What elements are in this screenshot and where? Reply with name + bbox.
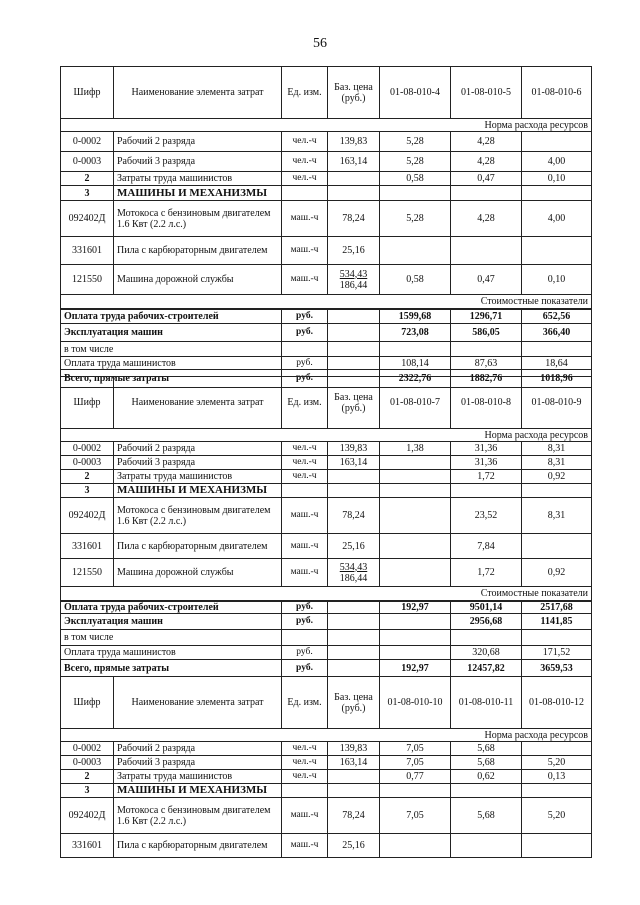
- cost-value: [380, 630, 451, 646]
- resource-row: [61, 484, 592, 498]
- row-unit: маш.-ч: [282, 498, 328, 534]
- row-value: 7,05: [380, 798, 451, 834]
- row-value: 0,47: [451, 265, 522, 295]
- row-code: 3: [61, 784, 114, 798]
- resource-table-3: [60, 676, 592, 858]
- resource-row: [61, 442, 592, 456]
- row-value: [451, 834, 522, 858]
- cost-name: Всего, прямые затраты: [61, 660, 282, 677]
- header-row: [61, 677, 592, 729]
- cost-row: [61, 614, 592, 630]
- row-value: 0,58: [380, 265, 451, 295]
- header-row: [61, 67, 592, 119]
- row-price: 163,14: [328, 152, 380, 172]
- row-value: 5,68: [451, 756, 522, 770]
- header-name: Наименование элемента затрат: [114, 67, 282, 119]
- cost-value: 87,63: [451, 357, 522, 370]
- row-price: 78,24: [328, 498, 380, 534]
- row-name: Рабочий 2 разряда: [114, 132, 282, 152]
- header-unit: Ед. изм.: [282, 377, 328, 429]
- cost-row: [61, 601, 592, 614]
- row-value: [522, 742, 592, 756]
- row-code: 3: [61, 484, 114, 498]
- cost-name: в том числе: [61, 630, 282, 646]
- row-name: Пила с карбюраторным двигателем: [114, 237, 282, 265]
- cost-unit: [282, 342, 328, 357]
- cost-value: 192,97: [380, 660, 451, 677]
- cost-unit: руб.: [282, 324, 328, 342]
- norm-label: Норма расхода ресурсов: [61, 729, 592, 742]
- row-code: 331601: [61, 237, 114, 265]
- row-name: Затраты труда машинистов: [114, 470, 282, 484]
- row-unit: маш.-ч: [282, 534, 328, 559]
- row-name: МАШИНЫ И МЕХАНИЗМЫ: [114, 186, 282, 201]
- row-code: 121550: [61, 265, 114, 295]
- cost-unit: руб.: [282, 646, 328, 660]
- header-column-code: 01-08-010-12: [522, 677, 592, 729]
- row-name: МАШИНЫ И МЕХАНИЗМЫ: [114, 484, 282, 498]
- row-value: 7,05: [380, 742, 451, 756]
- row-value: 7,84: [451, 534, 522, 559]
- row-price: 25,16: [328, 534, 380, 559]
- row-value: [380, 484, 451, 498]
- row-unit: маш.-ч: [282, 237, 328, 265]
- row-value: [451, 784, 522, 798]
- cost-unit: [282, 630, 328, 646]
- row-value: 23,52: [451, 498, 522, 534]
- resource-table: [60, 676, 592, 858]
- row-value: [451, 237, 522, 265]
- row-unit: маш.-ч: [282, 201, 328, 237]
- row-value: [522, 484, 592, 498]
- row-value: 5,28: [380, 152, 451, 172]
- row-unit: маш.-ч: [282, 265, 328, 295]
- row-price: 139,83: [328, 742, 380, 756]
- cost-value: 2956,68: [451, 614, 522, 630]
- norm-label: Норма расхода ресурсов: [61, 429, 592, 442]
- row-code: 0-0002: [61, 742, 114, 756]
- cost-row: [61, 630, 592, 646]
- cost-name: Оплата труда машинистов: [61, 646, 282, 660]
- row-unit: чел.-ч: [282, 132, 328, 152]
- row-name: Пила с карбюраторным двигателем: [114, 834, 282, 858]
- cost-unit: руб.: [282, 357, 328, 370]
- row-value: [522, 186, 592, 201]
- norm-label-row: [61, 119, 592, 132]
- page-number: 56: [313, 36, 327, 51]
- row-price-secondary: 186,44: [339, 572, 368, 584]
- cost-price-empty: [328, 660, 380, 677]
- cost-value: [522, 630, 592, 646]
- row-price: 25,16: [328, 834, 380, 858]
- row-value: 8,31: [522, 498, 592, 534]
- cost-value: 586,05: [451, 324, 522, 342]
- norm-label: Норма расхода ресурсов: [61, 119, 592, 132]
- cost-row: [61, 660, 592, 677]
- row-unit: [282, 784, 328, 798]
- resource-row: [61, 756, 592, 770]
- resource-row: [61, 534, 592, 559]
- row-code: 0-0003: [61, 756, 114, 770]
- row-value: 5,28: [380, 132, 451, 152]
- row-price-secondary: 186,44: [339, 279, 368, 291]
- row-unit: [282, 484, 328, 498]
- row-code: 092402Д: [61, 798, 114, 834]
- resource-row: [61, 132, 592, 152]
- row-price: 139,83: [328, 132, 380, 152]
- row-value: [522, 834, 592, 858]
- resource-row: [61, 742, 592, 756]
- row-value: 4,28: [451, 132, 522, 152]
- header-column-code: 01-08-010-7: [380, 377, 451, 429]
- resource-table: [60, 376, 592, 677]
- row-code: 0-0003: [61, 152, 114, 172]
- row-price: [328, 265, 380, 295]
- row-name: МАШИНЫ И МЕХАНИЗМЫ: [114, 784, 282, 798]
- cost-price-empty: [328, 646, 380, 660]
- cost-row: [61, 646, 592, 660]
- resource-table-1: [60, 66, 592, 388]
- row-code: 0-0002: [61, 442, 114, 456]
- row-unit: чел.-ч: [282, 742, 328, 756]
- row-unit: маш.-ч: [282, 559, 328, 587]
- resource-row: [61, 265, 592, 295]
- row-value: 1,72: [451, 559, 522, 587]
- resource-row: [61, 470, 592, 484]
- row-code: 2: [61, 172, 114, 186]
- header-column-code: 01-08-010-5: [451, 67, 522, 119]
- row-code: 2: [61, 770, 114, 784]
- resource-row: [61, 201, 592, 237]
- header-column-code: 01-08-010-4: [380, 67, 451, 119]
- cost-unit: руб.: [282, 614, 328, 630]
- cost-unit: руб.: [282, 370, 328, 388]
- cost-value: 2517,68: [522, 601, 592, 614]
- resource-table: [60, 66, 592, 388]
- row-value: [380, 456, 451, 470]
- cost-value: 366,40: [522, 324, 592, 342]
- row-unit: чел.-ч: [282, 442, 328, 456]
- resource-row: [61, 770, 592, 784]
- row-unit: чел.-ч: [282, 172, 328, 186]
- cost-label: Стоимостные показатели: [61, 295, 592, 309]
- cost-unit: руб.: [282, 660, 328, 677]
- header-price: Баз. цена (руб.): [328, 67, 380, 119]
- row-code: 0-0002: [61, 132, 114, 152]
- resource-row: [61, 834, 592, 858]
- cost-label: Стоимостные показатели: [61, 587, 592, 601]
- cost-value: 320,68: [451, 646, 522, 660]
- row-price: [328, 186, 380, 201]
- resource-row: [61, 798, 592, 834]
- row-value: [451, 186, 522, 201]
- row-value: [380, 470, 451, 484]
- resource-row: [61, 152, 592, 172]
- row-price-primary: 534,43: [339, 561, 368, 573]
- cost-value: 171,52: [522, 646, 592, 660]
- cost-value: 12457,82: [451, 660, 522, 677]
- row-value: 0,47: [451, 172, 522, 186]
- cost-price-empty: [328, 601, 380, 614]
- row-value: 7,05: [380, 756, 451, 770]
- cost-name: Оплата труда машинистов: [61, 357, 282, 370]
- row-code: 3: [61, 186, 114, 201]
- resource-row: [61, 498, 592, 534]
- norm-label-row: [61, 429, 592, 442]
- row-unit: чел.-ч: [282, 770, 328, 784]
- row-price: 163,14: [328, 756, 380, 770]
- row-value: 5,28: [380, 201, 451, 237]
- cost-row: [61, 342, 592, 357]
- row-name: Мотокоса с бензиновым двигателем 1.6 Квт (2.2 л.с.): [114, 201, 282, 237]
- row-value: [380, 237, 451, 265]
- cost-label-row: [61, 587, 592, 601]
- header-column-code: 01-08-010-6: [522, 67, 592, 119]
- row-code: 092402Д: [61, 498, 114, 534]
- cost-value: 1599,68: [380, 309, 451, 324]
- row-value: [380, 559, 451, 587]
- row-value: 0,92: [522, 470, 592, 484]
- row-value: 0,92: [522, 559, 592, 587]
- cost-value: 1296,71: [451, 309, 522, 324]
- row-name: Рабочий 3 разряда: [114, 756, 282, 770]
- cost-value: [522, 342, 592, 357]
- cost-value: [380, 646, 451, 660]
- row-unit: чел.-ч: [282, 152, 328, 172]
- cost-unit: руб.: [282, 601, 328, 614]
- row-value: [380, 834, 451, 858]
- header-code: Шифр: [61, 67, 114, 119]
- row-value: 0,77: [380, 770, 451, 784]
- cost-value: 2322,76: [380, 370, 451, 388]
- row-code: 092402Д: [61, 201, 114, 237]
- row-value: 0,10: [522, 172, 592, 186]
- cost-value: [451, 342, 522, 357]
- row-value: 4,28: [451, 201, 522, 237]
- row-value: [451, 484, 522, 498]
- header-price: Баз. цена (руб.): [328, 377, 380, 429]
- row-value: 1,72: [451, 470, 522, 484]
- header-code: Шифр: [61, 377, 114, 429]
- row-price: [328, 784, 380, 798]
- cost-value: 723,08: [380, 324, 451, 342]
- row-value: 5,20: [522, 756, 592, 770]
- row-value: [380, 186, 451, 201]
- header-name: Наименование элемента затрат: [114, 677, 282, 729]
- row-unit: маш.-ч: [282, 798, 328, 834]
- row-name: Рабочий 2 разряда: [114, 742, 282, 756]
- row-name: Пила с карбюраторным двигателем: [114, 534, 282, 559]
- header-column-code: 01-08-010-9: [522, 377, 592, 429]
- cost-price-empty: [328, 324, 380, 342]
- header-column-code: 01-08-010-10: [380, 677, 451, 729]
- row-unit: маш.-ч: [282, 834, 328, 858]
- row-price: [328, 770, 380, 784]
- cost-name: Эксплуатация машин: [61, 614, 282, 630]
- row-value: [380, 498, 451, 534]
- row-name: Машина дорожной службы: [114, 559, 282, 587]
- resource-row: [61, 559, 592, 587]
- row-value: 8,31: [522, 442, 592, 456]
- cost-value: 1018,96: [522, 370, 592, 388]
- resource-row: [61, 456, 592, 470]
- cost-price-empty: [328, 342, 380, 357]
- cost-value: 1141,85: [522, 614, 592, 630]
- row-value: 31,36: [451, 456, 522, 470]
- row-unit: чел.-ч: [282, 456, 328, 470]
- resource-row: [61, 186, 592, 201]
- row-value: [522, 132, 592, 152]
- row-name: Мотокоса с бензиновым двигателем 1.6 Квт (2.2 л.с.): [114, 798, 282, 834]
- row-value: 8,31: [522, 456, 592, 470]
- row-price: 25,16: [328, 237, 380, 265]
- row-unit: чел.-ч: [282, 756, 328, 770]
- header-column-code: 01-08-010-8: [451, 377, 522, 429]
- cost-price-empty: [328, 630, 380, 646]
- resource-row: [61, 237, 592, 265]
- row-name: Рабочий 3 разряда: [114, 456, 282, 470]
- cost-value: 3659,53: [522, 660, 592, 677]
- row-code: 121550: [61, 559, 114, 587]
- cost-value: 9501,14: [451, 601, 522, 614]
- cost-row: [61, 309, 592, 324]
- row-name: Мотокоса с бензиновым двигателем 1.6 Квт (2.2 л.с.): [114, 498, 282, 534]
- cost-name: Оплата труда рабочих-строителей: [61, 309, 282, 324]
- row-name: Рабочий 2 разряда: [114, 442, 282, 456]
- row-value: [522, 237, 592, 265]
- row-price: 163,14: [328, 456, 380, 470]
- header-unit: Ед. изм.: [282, 67, 328, 119]
- resource-row: [61, 784, 592, 798]
- row-unit: [282, 186, 328, 201]
- header-unit: Ед. изм.: [282, 677, 328, 729]
- row-name: Рабочий 3 разряда: [114, 152, 282, 172]
- row-value: 0,13: [522, 770, 592, 784]
- row-price-primary: 534,43: [339, 268, 368, 280]
- row-name: Затраты труда машинистов: [114, 770, 282, 784]
- row-name: Затраты труда машинистов: [114, 172, 282, 186]
- row-name: Машина дорожной службы: [114, 265, 282, 295]
- cost-value: 1882,76: [451, 370, 522, 388]
- row-price: 78,24: [328, 798, 380, 834]
- row-value: 5,20: [522, 798, 592, 834]
- row-value: 4,00: [522, 201, 592, 237]
- row-price: [328, 470, 380, 484]
- row-price: 139,83: [328, 442, 380, 456]
- row-value: 1,38: [380, 442, 451, 456]
- row-unit: чел.-ч: [282, 470, 328, 484]
- row-value: [380, 784, 451, 798]
- row-value: 5,68: [451, 798, 522, 834]
- resource-table-2: [60, 376, 592, 677]
- cost-value: [451, 630, 522, 646]
- row-price: [328, 484, 380, 498]
- cost-price-empty: [328, 614, 380, 630]
- cost-value: 652,56: [522, 309, 592, 324]
- cost-price-empty: [328, 309, 380, 324]
- header-price: Баз. цена (руб.): [328, 677, 380, 729]
- norm-label-row: [61, 729, 592, 742]
- row-value: [380, 534, 451, 559]
- cost-value: [380, 342, 451, 357]
- row-value: 31,36: [451, 442, 522, 456]
- cost-label-row: [61, 295, 592, 309]
- cost-value: 192,97: [380, 601, 451, 614]
- row-value: 4,00: [522, 152, 592, 172]
- cost-name: в том числе: [61, 342, 282, 357]
- row-price: [328, 172, 380, 186]
- header-name: Наименование элемента затрат: [114, 377, 282, 429]
- cost-row: [61, 357, 592, 370]
- row-code: 2: [61, 470, 114, 484]
- cost-value: 108,14: [380, 357, 451, 370]
- cost-name: Оплата труда рабочих-строителей: [61, 601, 282, 614]
- header-column-code: 01-08-010-11: [451, 677, 522, 729]
- row-value: 0,58: [380, 172, 451, 186]
- header-code: Шифр: [61, 677, 114, 729]
- cost-value: 18,64: [522, 357, 592, 370]
- row-price: 78,24: [328, 201, 380, 237]
- row-value: [522, 534, 592, 559]
- row-value: 5,68: [451, 742, 522, 756]
- resource-row: [61, 172, 592, 186]
- header-row: [61, 377, 592, 429]
- row-value: 4,28: [451, 152, 522, 172]
- row-code: 0-0003: [61, 456, 114, 470]
- cost-value: [380, 614, 451, 630]
- row-value: 0,10: [522, 265, 592, 295]
- cost-name: Всего, прямые затраты: [61, 370, 282, 388]
- cost-price-empty: [328, 357, 380, 370]
- row-code: 331601: [61, 534, 114, 559]
- row-value: 0,62: [451, 770, 522, 784]
- cost-row: [61, 324, 592, 342]
- row-code: 331601: [61, 834, 114, 858]
- row-value: [522, 784, 592, 798]
- row-price: [328, 559, 380, 587]
- cost-name: Эксплуатация машин: [61, 324, 282, 342]
- cost-unit: руб.: [282, 309, 328, 324]
